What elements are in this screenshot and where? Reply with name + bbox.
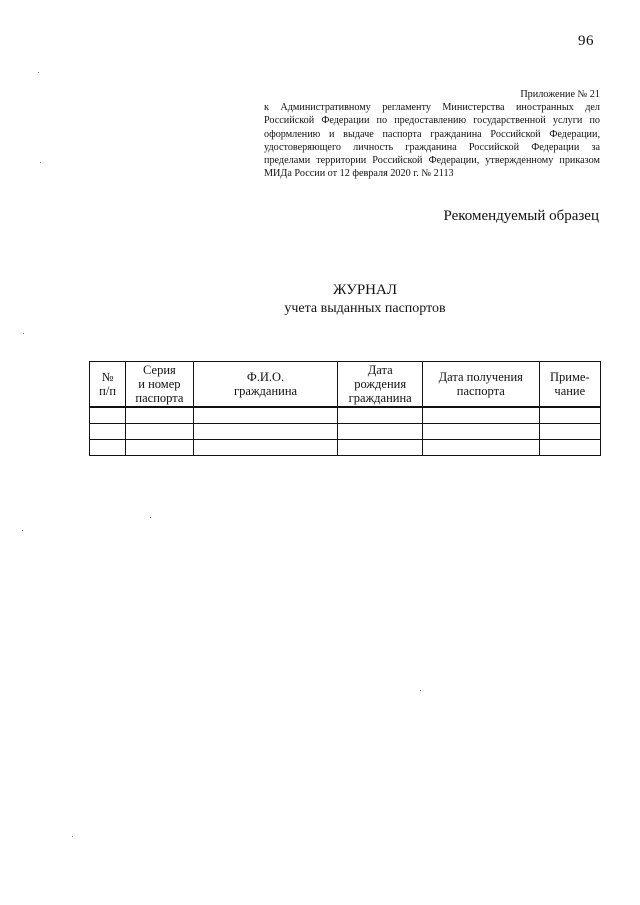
header-cell-number [90,362,126,408]
header-line: Дата [367,363,393,377]
document-subtitle: учета выданных паспортов [284,301,446,316]
table-cell [338,440,422,456]
appendix-body: к Административному регламенту Министерства иностранных дел Российской Федерации по предоставлению государственной услуги по оформлению и выдаче паспорта гражданина Российской Федерации, удостоверяющего личность гражданина Российской Федерации за пределами территории Российской Федерации, утвержденному приказом МИДа России от 12 февраля 2020 г. № 2113 [264,102,600,180]
scan-speck [420,690,421,691]
scan-speck [40,162,41,163]
table-header-row [90,362,601,408]
table-cell [422,440,539,456]
scan-speck [150,517,151,518]
scan-speck [22,530,23,531]
table-cell [193,440,338,456]
table-cell [422,407,539,424]
scan-speck [23,333,24,334]
header-line: рождения [354,377,407,391]
table-row [90,424,601,440]
header-cell-birth-date [338,362,422,408]
header-cell-full-name [193,362,338,408]
table-cell [126,424,193,440]
document-title: ЖУРНАЛ [332,282,398,298]
table-cell [126,440,193,456]
table-cell [539,440,600,456]
header-line: п/п [99,384,117,398]
header-line: № [101,370,114,384]
header-cell-received-date [422,362,539,408]
header-line: Приме- [550,370,590,384]
table-cell [539,407,600,424]
header-line: паспорта [456,384,505,398]
table-cell [193,424,338,440]
sample-label: Рекомендуемый образец [443,208,599,224]
appendix-title: Приложение № 21 [520,89,600,100]
header-line: Серия [143,363,176,377]
table-cell [90,440,126,456]
header-line: гражданина [348,391,412,405]
table-cell [338,407,422,424]
page-number: 96 [578,33,594,49]
table-cell [193,407,338,424]
scan-speck [38,72,39,73]
table-cell [126,407,193,424]
scan-speck [72,836,73,837]
table-cell [338,424,422,440]
header-line: гражданина [233,384,298,398]
table-cell [539,424,600,440]
header-line: и номер [138,377,181,391]
header-cell-note [539,362,600,408]
table-cell [422,424,539,440]
table-cell [90,407,126,424]
journal-table [89,361,601,456]
table-row [90,440,601,456]
table-row [90,407,601,424]
header-line: Ф.И.О. [246,370,285,384]
header-cell-passport-series [126,362,193,408]
header-line: чание [554,384,586,398]
header-line: Дата получения [438,370,523,384]
table-cell [90,424,126,440]
header-line: паспорта [135,391,184,405]
appendix-block [264,88,600,180]
